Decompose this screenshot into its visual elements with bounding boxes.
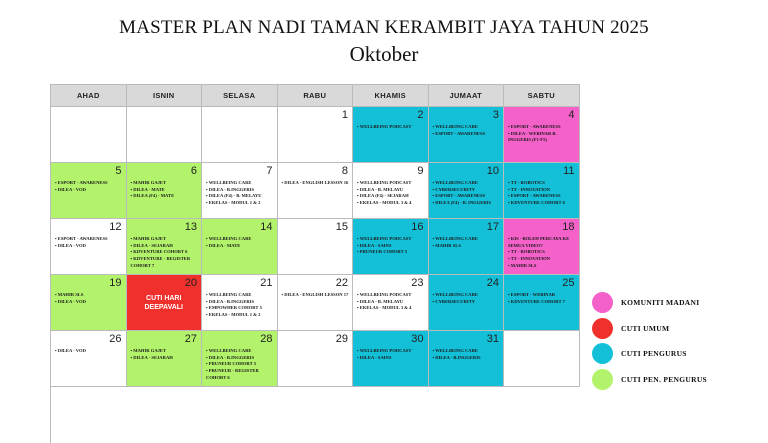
- event-item: • MAHIR GAJET: [131, 236, 200, 243]
- day-number: 31: [486, 333, 499, 345]
- day-number: 19: [109, 277, 122, 289]
- event-item: • WELLBEING PODCAST: [357, 236, 426, 243]
- day-number: 23: [411, 277, 424, 289]
- event-item: • MAHIR SLS: [55, 292, 124, 299]
- weekday-header: AHAD: [51, 85, 127, 107]
- event-item: • KIS - BOLEH PERCAYA KE SEMUA VIDEO?: [508, 236, 577, 249]
- event-item: • WELLBEING PODCAST: [357, 292, 426, 299]
- event-list: [357, 236, 426, 256]
- event-item: • WELLBEING CARE: [433, 292, 502, 299]
- event-list: [131, 348, 200, 361]
- day-number: 2: [417, 109, 424, 121]
- event-item: • PRUNEUR - REGISTER COHORT 6: [206, 368, 275, 381]
- day-number: 9: [417, 165, 424, 177]
- event-item: • WELLBEING PODCAST: [357, 124, 426, 131]
- event-item: • DILEA - B.INGGERIS: [206, 355, 275, 362]
- calendar-day-cell: [504, 219, 580, 275]
- event-list: [282, 292, 351, 299]
- legend-item: [592, 367, 707, 393]
- calendar-day-cell: [504, 331, 580, 387]
- calendar-day-cell: [51, 219, 127, 275]
- weekday-header: KHAMIS: [353, 85, 429, 107]
- day-number: 20: [184, 277, 197, 289]
- event-item: • WELLBEING CARE: [206, 348, 275, 355]
- event-item: • TT - ROBOTICS: [508, 180, 577, 187]
- event-item: • DILEA - WEBINAR B. INGGERIS (F1-F5): [508, 131, 577, 144]
- event-item: • TT - ROBOTICS: [508, 249, 577, 256]
- weekday-header: JUMAAT: [429, 85, 505, 107]
- event-list: [131, 180, 200, 200]
- event-item: • DILEA - SAINS: [357, 243, 426, 250]
- event-item: • ESPORT - WEBINAR: [508, 292, 577, 299]
- legend-item: [592, 316, 707, 342]
- calendar-day-cell: [429, 219, 505, 275]
- day-number: 24: [486, 277, 499, 289]
- calendar-day-cell: [202, 275, 278, 331]
- event-item: • DILEA - SEJARAH: [131, 243, 200, 250]
- event-item: • MAHIR GAJET: [131, 348, 200, 355]
- day-number: 30: [411, 333, 424, 345]
- event-list: [357, 124, 426, 131]
- calendar-day-cell: [429, 275, 505, 331]
- weekday-header: SELASA: [202, 85, 278, 107]
- event-list: [508, 236, 577, 270]
- event-list: [55, 180, 124, 193]
- event-item: • WELLBEING PODCAST: [357, 180, 426, 187]
- event-item: • TT - INNOVATION: [508, 256, 577, 263]
- legend-label: KOMUNITI MADANI: [621, 298, 700, 308]
- event-item: • KDVENTURE COHORT 6: [131, 249, 200, 256]
- event-item: • DILEA (F4) - MATE: [131, 193, 200, 200]
- event-item: • EKELAS - MODUL 1 & 2: [206, 312, 275, 319]
- day-number: 22: [335, 277, 348, 289]
- calendar-day-cell: [353, 331, 429, 387]
- calendar-day-cell: [278, 331, 354, 387]
- day-number: 25: [562, 277, 575, 289]
- day-number: 7: [266, 165, 273, 177]
- day-number: 14: [260, 221, 273, 233]
- legend-item: [592, 290, 707, 316]
- event-list: [508, 180, 577, 207]
- calendar-day-cell: [429, 163, 505, 219]
- calendar-day-cell: [504, 163, 580, 219]
- event-item: • DILEA - B.INGGERIS: [433, 355, 502, 362]
- calendar-day-cell: [127, 275, 203, 331]
- page-title: MASTER PLAN NADI TAMAN KERAMBIT JAYA TAHUN 2025: [119, 17, 649, 38]
- event-item: • ESPORT - AWARENESS: [55, 180, 124, 187]
- event-list: [357, 292, 426, 312]
- event-item: • EMPOWHER COHORT 5: [206, 305, 275, 312]
- event-item: • DILEA - VOD: [55, 299, 124, 306]
- legend-color-dot: [592, 369, 613, 390]
- event-item: • DILEA - B. MELAYU: [357, 187, 426, 194]
- day-number: 18: [562, 221, 575, 233]
- event-item: • KDVENTURE COHORT 6: [508, 200, 577, 207]
- event-list: [206, 180, 275, 207]
- event-item: • MAHIR GAJET: [131, 180, 200, 187]
- day-number: 12: [109, 221, 122, 233]
- event-item: • DILEA - B.INGGERIS: [206, 187, 275, 194]
- event-item: • CYBERSECURITY: [433, 299, 502, 306]
- calendar-day-cell: [202, 107, 278, 163]
- event-list: [433, 348, 502, 361]
- calendar-day-cell: [429, 331, 505, 387]
- calendar-day-cell: [278, 275, 354, 331]
- event-item: • ESPORT - AWARENESS: [433, 193, 502, 200]
- event-item: • PRUNEUR COHORT 5: [357, 249, 426, 256]
- calendar-day-cell: [353, 275, 429, 331]
- day-number: 11: [563, 165, 575, 177]
- day-number: 4: [568, 109, 575, 121]
- event-list: [55, 236, 124, 249]
- calendar-day-cell: [127, 219, 203, 275]
- event-item: • DILEA (F4) - B. MELAYU: [206, 193, 275, 200]
- event-item: • DILEA - VOD: [55, 187, 124, 194]
- day-number: 29: [335, 333, 348, 345]
- event-list: [206, 348, 275, 382]
- event-item: • WELLBEING CARE: [433, 124, 502, 131]
- day-number: 8: [341, 165, 348, 177]
- day-number: 1: [341, 109, 348, 121]
- event-item: • EKELAS - MODUL 3 & 4: [357, 305, 426, 312]
- holiday-note: CUTI HARI DEEPAVALI: [144, 295, 183, 311]
- legend-color-dot: [592, 292, 613, 313]
- day-number: 13: [184, 221, 197, 233]
- event-item: • DILEA - SEJARAH: [131, 355, 200, 362]
- event-list: [55, 292, 124, 305]
- day-number: 6: [190, 165, 197, 177]
- calendar-day-cell: [504, 275, 580, 331]
- event-item: • ESPORT - AWARENESS: [55, 236, 124, 243]
- calendar-day-cell: [51, 275, 127, 331]
- weekday-header: SABTU: [504, 85, 580, 107]
- event-item: • DILEA - MATE: [131, 187, 200, 194]
- calendar-day-cell: [127, 163, 203, 219]
- event-list: [433, 124, 502, 137]
- event-item: • PRUNEUR COHORT 5: [206, 361, 275, 368]
- day-number: 10: [486, 165, 499, 177]
- weekday-header: ISNIN: [127, 85, 203, 107]
- event-list: [282, 180, 351, 187]
- event-item: • WELLBEING CARE: [433, 236, 502, 243]
- event-item: • WELLBEING CARE: [206, 236, 275, 243]
- event-list: [131, 236, 200, 270]
- calendar-day-cell: [278, 219, 354, 275]
- calendar-day-cell: [202, 219, 278, 275]
- month-subtitle: Oktober: [349, 42, 419, 66]
- calendar-day-cell: [353, 163, 429, 219]
- event-item: • DILEA (F4) - B. INGGERIS: [433, 200, 502, 207]
- calendar-day-cell: [202, 331, 278, 387]
- calendar-day-cell: [51, 163, 127, 219]
- legend-color-dot: [592, 318, 613, 339]
- calendar-day-cell: [353, 107, 429, 163]
- day-number: 28: [260, 333, 273, 345]
- legend-label: CUTI UMUM: [621, 323, 670, 333]
- event-item: • DILEA - B.INGGERIS: [206, 299, 275, 306]
- day-number: 16: [411, 221, 424, 233]
- event-item: • CYBERSECURITY: [433, 187, 502, 194]
- day-number: 27: [184, 333, 197, 345]
- event-item: • WELLBEING CARE: [206, 180, 275, 187]
- event-item: • MAHIR SLS: [433, 243, 502, 250]
- calendar-day-cell: [278, 107, 354, 163]
- calendar-day-cell: [127, 107, 203, 163]
- legend: [592, 290, 707, 392]
- weekday-header: RABU: [278, 85, 354, 107]
- calendar-day-cell: [202, 163, 278, 219]
- calendar-day-cell: [504, 107, 580, 163]
- calendar-day-cell: [51, 331, 127, 387]
- calendar-day-cell: [278, 163, 354, 219]
- legend-label: CUTI PENGURUS: [621, 349, 687, 359]
- event-list: [357, 180, 426, 207]
- event-list: [508, 292, 577, 305]
- event-item: • WELLBEING CARE: [206, 292, 275, 299]
- calendar-day-cell: [429, 107, 505, 163]
- event-item: • ESPORT - AWARENESS: [508, 193, 577, 200]
- event-list: [206, 236, 275, 249]
- event-item: • EKELAS - MODUL 1 & 2: [206, 200, 275, 207]
- event-list: [433, 236, 502, 249]
- event-item: • WELLBEING CARE: [433, 180, 502, 187]
- event-list: [508, 124, 577, 144]
- event-item: • ESPORT - AWARENESS: [433, 131, 502, 138]
- event-item: • DILEA - B. MELAYU: [357, 299, 426, 306]
- event-list: [357, 348, 426, 361]
- event-item: • DILEA - ENGLISH LESSON 16: [282, 180, 351, 187]
- calendar-day-cell: [127, 331, 203, 387]
- event-list: [55, 348, 124, 355]
- event-item: • DILEA - ENGLISH LESSON 17: [282, 292, 351, 299]
- day-number: 15: [335, 221, 348, 233]
- event-item: • ESPORT - AWARENESS: [508, 124, 577, 131]
- event-list: [433, 292, 502, 305]
- event-item: • DILEA (F4) - SEJARAH: [357, 193, 426, 200]
- event-item: • KDVENTURE - REGISTER COHORT 7: [131, 256, 200, 269]
- legend-label: CUTI PEN. PENGURUS: [621, 375, 708, 385]
- legend-color-dot: [592, 343, 613, 364]
- legend-item: [592, 341, 707, 367]
- event-item: • WELLBEING CARE: [433, 348, 502, 355]
- event-item: • DILEA - SAINS: [357, 355, 426, 362]
- event-item: • MAHIR SLS: [508, 263, 577, 270]
- calendar-day-cell: [353, 219, 429, 275]
- event-item: • EKELAS - MODUL 3 & 4: [357, 200, 426, 207]
- event-item: • DILEA - VOD: [55, 348, 124, 355]
- day-number: 5: [115, 165, 122, 177]
- event-item: • WELLBEING PODCAST: [357, 348, 426, 355]
- event-list: [433, 180, 502, 207]
- calendar-grid: [50, 84, 580, 443]
- day-number: 21: [260, 277, 273, 289]
- event-item: • TT - INNOVATION: [508, 187, 577, 194]
- event-list: [206, 292, 275, 319]
- day-number: 3: [492, 109, 499, 121]
- event-item: • KDVENTURE COHORT 7: [508, 299, 577, 306]
- day-number: 17: [486, 221, 499, 233]
- event-item: • DILEA - MATE: [206, 243, 275, 250]
- event-item: • DILEA - VOD: [55, 243, 124, 250]
- calendar-day-cell: [51, 107, 127, 163]
- day-number: 26: [109, 333, 122, 345]
